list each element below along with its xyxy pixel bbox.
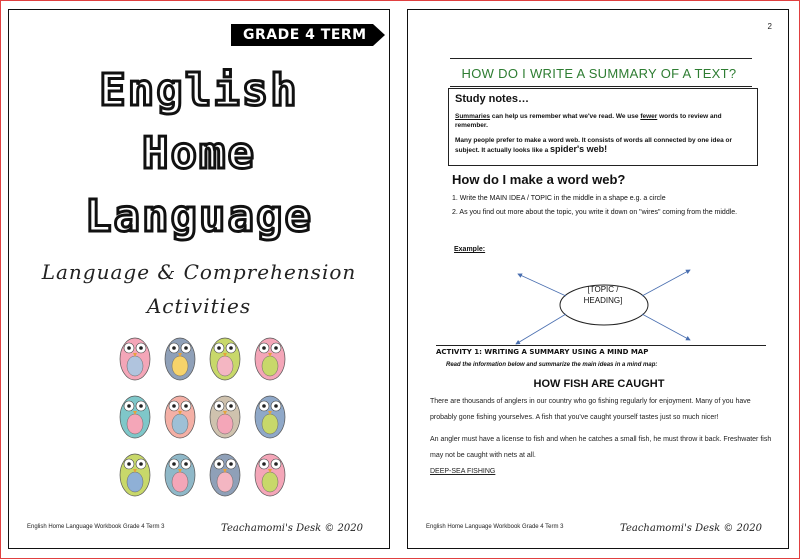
title-line-home: Home (142, 128, 256, 179)
activity-title: ACTIVITY 1: WRITING A SUMMARY USING A MIND MAP (436, 345, 766, 356)
mind-map-arrow (516, 314, 566, 344)
owl-icon (210, 338, 240, 380)
owl-icon (165, 338, 195, 380)
owl-icon (255, 396, 285, 438)
steps-list (452, 193, 752, 221)
section-heading: How do I make a word web? (452, 172, 626, 187)
owl-icon (210, 454, 240, 496)
fewer-word: fewer (640, 113, 658, 120)
paragraph-2: An angler must have a license to fish and when he catches a small fish, he must throw it back. Freshwater fish may not be caught with nets at all. (430, 436, 772, 459)
owl-icon (120, 454, 150, 496)
title-line-language: Language (85, 191, 313, 242)
deep-sea-subheading: DEEP-SEA FISHING (430, 468, 496, 475)
content-footer-right: Teachamomi's Desk © 2020 (620, 523, 762, 534)
title-rule-bottom (450, 86, 752, 87)
mind-map-arrow (518, 274, 566, 296)
text-heading: HOW FISH ARE CAUGHT (533, 378, 665, 390)
cover-footer-left: English Home Language Workbook Grade 4 Term 3 (27, 524, 165, 530)
topic-line-1: [TOPIC / (587, 285, 619, 294)
content-footer-left: English Home Language Workbook Grade 4 Term 3 (426, 524, 564, 530)
title-rule-top (450, 58, 752, 59)
owl-icon (120, 396, 150, 438)
mind-map-arrow (642, 314, 690, 340)
step-item: 2. As you find out more about the topic, you write it down on "wires" coming from the middle. (452, 209, 738, 216)
title-line-english: English (99, 65, 299, 116)
cover-page (8, 9, 390, 549)
mind-map-topic (568, 284, 638, 306)
page-number: 2 (767, 22, 772, 31)
topic-line-2: HEADING] (583, 296, 623, 305)
study-notes-box (448, 88, 758, 166)
step-item: 1. Write the MAIN IDEA / TOPIC in the middle in a shape e.g. a circle (452, 195, 666, 202)
summaries-term: Summaries (455, 113, 491, 120)
study-notes-line-2-start: Many people prefer to make a word web. It consists of words all connected by one idea or subject. It actually looks like a (455, 137, 733, 154)
grade-term-banner: GRADE 4 TERM 3 (231, 24, 373, 46)
subtitle-line-2: Activities (146, 294, 252, 318)
mind-map-arrow (642, 270, 690, 296)
owl-icon (210, 396, 240, 438)
owl-icon (165, 396, 195, 438)
subtitle-line-1: Language & Comprehension (41, 260, 357, 284)
owl-icon (255, 338, 285, 380)
owl-illustration-grid (113, 328, 293, 502)
study-notes-heading: Study notes… (455, 93, 529, 105)
study-notes-line-2 (455, 136, 751, 155)
owl-icon (165, 454, 195, 496)
cover-footer-right: Teachamomi's Desk © 2020 (221, 523, 363, 534)
spiders-web-text: spider's web! (550, 144, 608, 154)
page-title: HOW DO I WRITE A SUMMARY OF A TEXT? (461, 66, 737, 81)
paragraph-1: There are thousands of anglers in our country who go fishing regularly for enjoyment. Many of you have probably gone fishing yourselves. A fish that you've caught yourself tastes just so much nicer! (430, 398, 751, 421)
example-label: Example: (454, 246, 486, 253)
owl-icon (120, 338, 150, 380)
study-notes-line-1 (455, 112, 751, 130)
content-page (407, 9, 789, 549)
study-notes-line-1-end: words to review and remember. (455, 113, 722, 129)
owl-icon (255, 454, 285, 496)
activity-instruction: Read the information below and summarize the main ideas in a mind map: (446, 362, 658, 368)
study-notes-line-1-mid: can help us remember what we've read. We use (490, 113, 641, 120)
